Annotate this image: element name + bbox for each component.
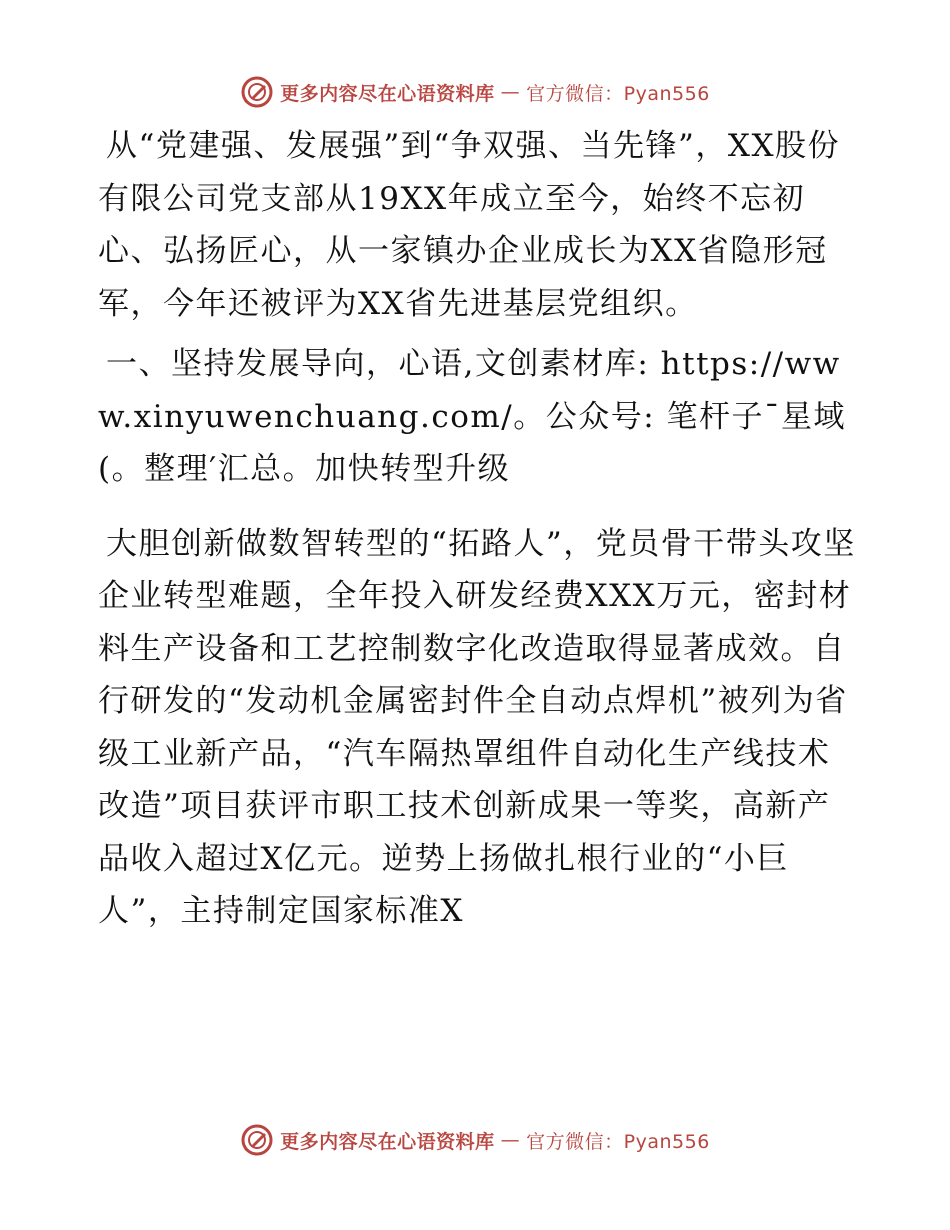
watermark-separator: — xyxy=(500,81,521,103)
header-watermark xyxy=(0,72,950,112)
watermark-contact: 官方微信：Pyan556 xyxy=(526,1130,710,1153)
watermark-contact: 官方微信：Pyan556 xyxy=(526,82,710,105)
stamp-logo-icon xyxy=(240,1123,274,1157)
paragraph-section-heading: 一、坚持发展导向，心语,文创素材库: https://www.xinyuwenchuang.com/。公众号: 笔杆子¯星域(。整理′汇总。加快转型升级 xyxy=(98,346,846,487)
footer-watermark xyxy=(0,1120,950,1160)
document-body xyxy=(98,120,858,938)
paragraph-intro: 从“党建强、发展强”到“争双强、当先锋”，XX股份有限公司党支部从19XX年成立至今，始终不忘初心、弘扬匠心，从一家镇办企业成长为XX省隐形冠军，今年还被评为XX省先进基层党组织。 xyxy=(98,128,841,322)
paragraph-innovation: 大胆创新做数智转型的“拓路人”，党员骨干带头攻坚企业转型难题，全年投入研发经费XXX万元，密封材料生产设备和工艺控制数字化改造取得显著成效。自行研发的“发动机金属密封件全自动点焊机”被列为省级工业新产品，“汽车隔热罩组件自动化生产线技术改造”项目获评市职工技术创新成果一等奖，高新产品收入超过X亿元。逆势上扬做扎根行业的“小巨人”，主持制定国家标准X xyxy=(98,525,856,929)
watermark-brand: 更多内容尽在心语资料库 xyxy=(280,82,495,105)
watermark-brand: 更多内容尽在心语资料库 xyxy=(280,1130,495,1153)
watermark-separator: — xyxy=(500,1129,521,1151)
stamp-logo-icon xyxy=(240,75,274,109)
